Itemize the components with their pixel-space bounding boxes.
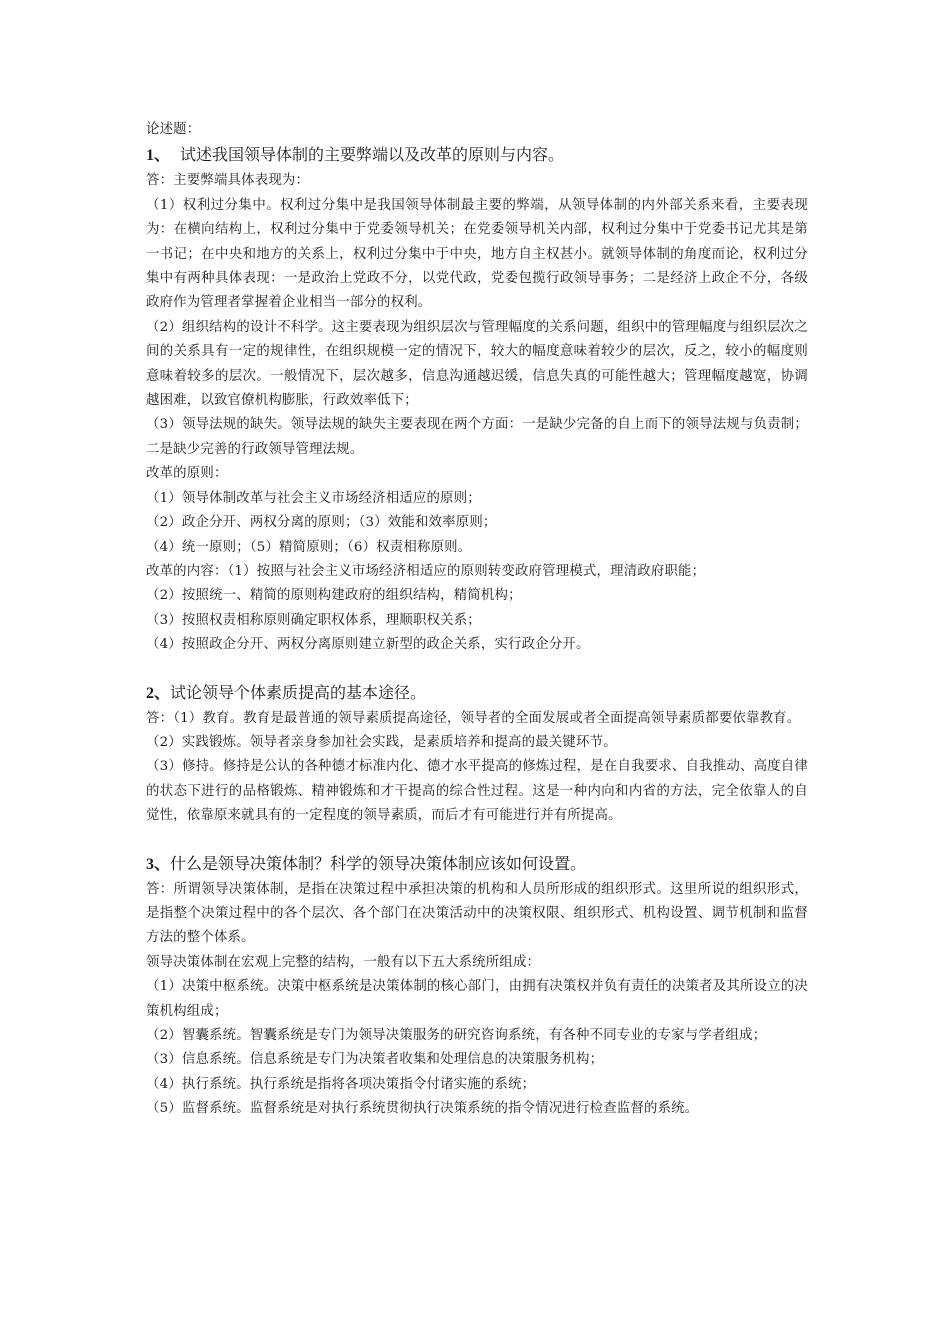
- q1-principles-label: 改革的原则：: [146, 466, 228, 482]
- q3-system-1: （1）决策中枢系统。决策中枢系统是决策体制的核心部门，由拥有决策权并负有责任的决策者及其所设立的决策机构组成；: [146, 979, 808, 1019]
- q1-principle-2-3: （2）政企分开、两权分离的原则；（3）效能和效率原则；: [146, 515, 497, 531]
- question-2-number: 2、: [146, 684, 171, 702]
- question-1-number: 1、: [146, 147, 171, 165]
- q3-answer-definition: 答：所谓领导决策体制，是指在决策过程中承担决策的机构和人员所形成的组织形式。这里所说的组织形式，是指整个决策过程中的各个层次、各个部门在决策活动中的决策权限、组织形式、机构设置、调节机制和监督方法的整个体系。: [146, 881, 808, 946]
- question-3-title: 什么是领导决策体制？科学的领导决策体制应该如何设置。: [170, 853, 587, 873]
- q1-point-2: （2）组织结构的设计不科学。这主要表现为组织层次与管理幅度的关系问题，组织中的管理幅度与组织层次之间的关系具有一定的规律性，在组织规模一定的情况下，较大的幅度意味着较少的层次，反之，较小的幅度则意味着较多的层次。一般情况下，层次越多，信息沟通越迟缓，信息失真的可能性越大；管理幅度越宽，协调越困难，以致官僚机构膨胀，行政效率低下；: [146, 319, 808, 409]
- q1-principle-1: （1）领导体制改革与社会主义市场经济相适应的原则；: [146, 490, 481, 506]
- question-3-number: 3、: [146, 855, 171, 873]
- q3-system-2: （2）智囊系统。智囊系统是专门为领导决策服务的研究咨询系统，有各种不同专业的专家与学者组成；: [146, 1028, 767, 1043]
- q1-content-2: （2）按照统一、精简的原则构建政府的组织结构，精简机构；: [146, 588, 522, 604]
- q1-content-4: （4）按照政企分开、两权分离原则建立新型的政企关系，实行政企分开。: [146, 637, 590, 653]
- question-3-heading: [146, 851, 808, 878]
- document-page: [146, 118, 808, 1122]
- q1-content-1: 改革的内容：（1）按照与社会主义市场经济相适应的原则转变政府管理模式，理清政府职能；: [146, 563, 706, 579]
- q2-answer-1: 答：（1）教育。教育是最普通的领导素质提高途径，领导者的全面发展或者全面提高领导素质都要依靠教育。: [146, 710, 801, 726]
- question-1-heading: [146, 142, 808, 169]
- q1-principle-4-6: （4）统一原则；（5）精简原则；（6）权责相称原则。: [146, 539, 472, 555]
- q1-answer-intro: 答：主要弊端具体表现为：: [146, 173, 310, 189]
- q3-system-3: （3）信息系统。信息系统是专门为决策者收集和处理信息的决策服务机构；: [146, 1052, 604, 1068]
- q3-system-4: （4）执行系统。执行系统是指将各项决策指令付诸实施的系统；: [146, 1076, 536, 1092]
- q1-point-3: （3）领导法规的缺失。领导法规的缺失主要表现在两个方面：一是缺少完备的自上而下的领导法规与负责制；二是缺少完善的行政领导管理法规。: [146, 417, 808, 457]
- question-2-heading: [146, 680, 808, 707]
- q1-content-3: （3）按照权责相称原则确定职权体系，理顺职权关系；: [146, 612, 481, 628]
- q3-structure-intro: 领导决策体制在宏观上完整的结构，一般有以下五大系统所组成：: [146, 954, 541, 970]
- q1-point-1: （1）权利过分集中。权利过分集中是我国领导体制最主要的弊端，从领导体制的内外部关系来看，主要表现为：在横向结构上，权利过分集中于党委领导机关；在党委领导机关内部，权利过分集中于党委书记尤其是第一书记；在中央和地方的关系上，权利过分集中于中央，地方自主权甚小。就领导体制的角度而论，权利过分集中有两种具体表现：一是政治上党政不分，以党代政，党委包揽行政领导事务；二是经济上政企不分，各级政府作为管理者掌握着企业相当一部分的权利。: [146, 197, 808, 311]
- q3-system-5: （5）监督系统。监督系统是对执行系统贯彻执行决策系统的指令情况进行检查监督的系统。: [146, 1101, 699, 1117]
- q2-answer-2: （2）实践锻炼。领导者亲身参加社会实践，是素质培养和提高的最关键环节。: [146, 734, 617, 750]
- section-label: 论述题：: [146, 122, 201, 137]
- question-2-title: 试论领导个体素质提高的基本途径。: [170, 682, 427, 702]
- q2-answer-3: （3）修持。修持是公认的各种德才标准内化、德才水平提高的修炼过程，是在自我要求、自我推动、高度自律的状态下进行的品格锻炼、精神锻炼和才干提高的综合性过程。这是一种内向和内省的方法，完全依靠人的自觉性，依靠原来就具有的一定程度的领导素质，而后才有可能进行并有所提高。: [146, 759, 808, 824]
- question-1-title: 试述我国领导体制的主要弊端以及改革的原则与内容。: [180, 145, 565, 165]
